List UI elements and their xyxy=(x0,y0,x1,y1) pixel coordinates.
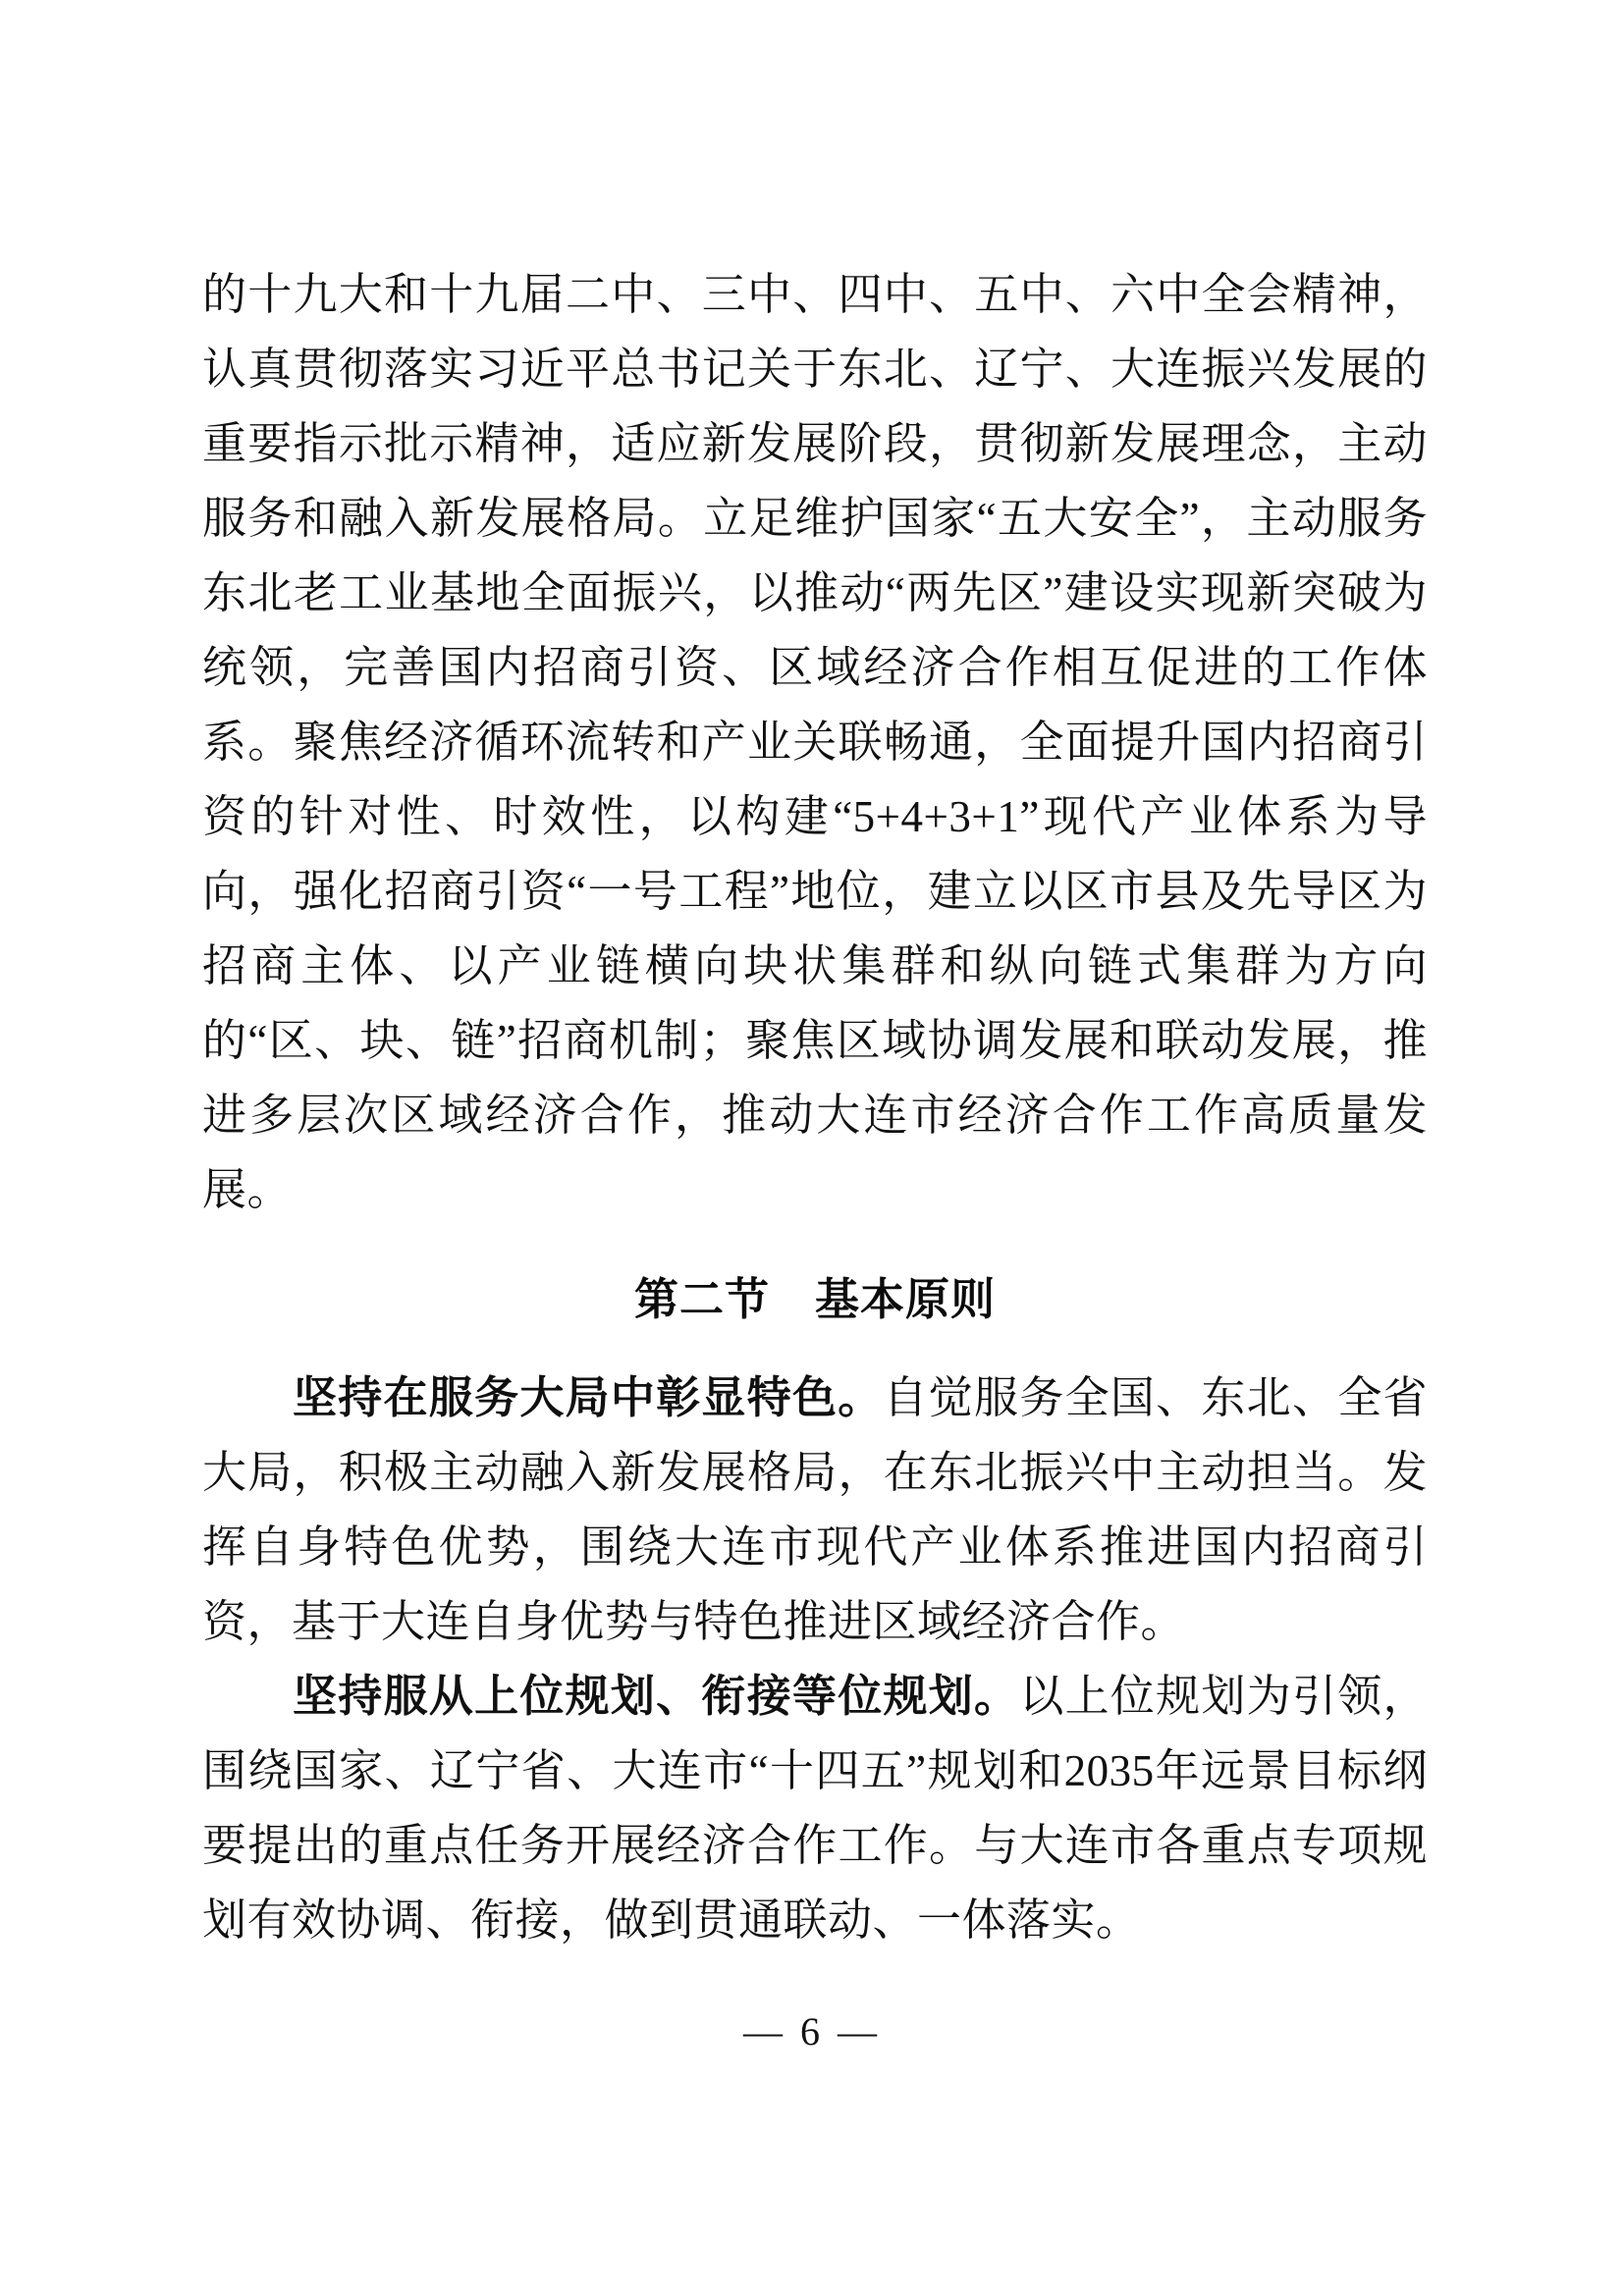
section-heading xyxy=(202,1262,1428,1337)
page-content xyxy=(202,257,1428,1957)
principle-2-text: 以上位规划为引领，围绕国家、辽宁省、大连市“十四五”规划和2035年远景目标纲要提出的重点任务开展经济合作工作。与大连市各重点专项规划有效协调、衔接，做到贯通联动、一体落实。 xyxy=(202,1672,1428,1945)
principle-1-lead: 坚持在服务大局中彰显特色。 xyxy=(293,1373,884,1422)
principle-paragraph-2 xyxy=(202,1659,1428,1957)
section-heading-number: 第二节 xyxy=(633,1275,770,1324)
principle-2-lead: 坚持服从上位规划、衔接等位规划。 xyxy=(293,1672,1020,1721)
page-number: — 6 — xyxy=(743,2009,881,2054)
principle-paragraph-1 xyxy=(202,1361,1428,1659)
section-heading-title: 基本原则 xyxy=(815,1275,997,1324)
principle-1-text: 自觉服务全国、东北、全省大局，积极主动融入新发展格局，在东北振兴中主动担当。发挥自身特色优势，围绕大连市现代产业体系推进国内招商引资，基于大连自身优势与特色推进区域经济合作。 xyxy=(202,1373,1428,1646)
paragraph-continuation: 的十九大和十九届二中、三中、四中、五中、六中全会精神，认真贯彻落实习近平总书记关于东北、辽宁、大连振兴发展的重要指示批示精神，适应新发展阶段，贯彻新发展理念，主动服务和融入新发展格局。立足维护国家“五大安全”，主动服务东北老工业基地全面振兴，以推动“两先区”建设实现新突破为统领，完善国内招商引资、区域经济合作相互促进的工作体系。聚焦经济循环流转和产业关联畅通，全面提升国内招商引资的针对性、时效性，以构建“5+4+3+1”现代产业体系为导向，强化招商引资“一号工程”地位，建立以区市县及先导区为招商主体、以产业链横向块状集群和纵向链式集群为方向的“区、块、链”招商机制；聚焦区域协调发展和联动发展，推进多层次区域经济合作，推动大连市经济合作工作高质量发展。 xyxy=(202,270,1428,1214)
